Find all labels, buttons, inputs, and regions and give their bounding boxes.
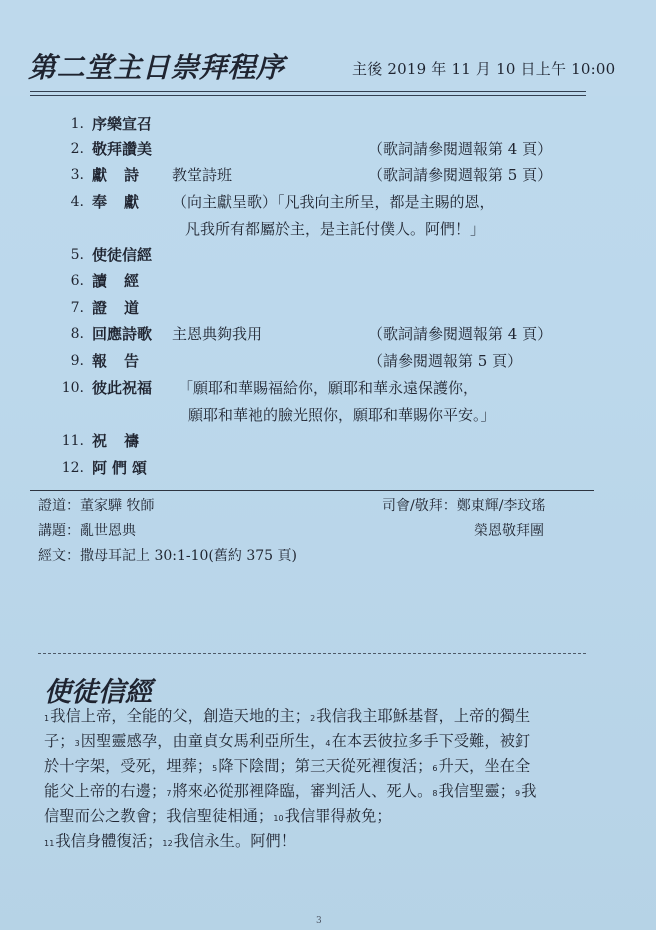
verse-number: 7 xyxy=(166,789,172,798)
apostles-creed-title: 使徒信經 xyxy=(44,677,152,708)
program-name: 奉獻 xyxy=(92,193,157,211)
program-name: 阿們頌 xyxy=(92,459,153,477)
program-name: 報告 xyxy=(92,352,157,370)
verse-number: 2 xyxy=(310,714,316,723)
verse-number: 9 xyxy=(515,789,521,798)
creed-text: 我信聖靈； xyxy=(438,782,516,800)
creed-text: 將來必從那裡降臨，審判活人、死人。 xyxy=(172,782,433,800)
program-number: 7. xyxy=(70,300,84,316)
verse-number: 11 xyxy=(44,839,55,848)
creed-text: 我信我主耶穌基督，上帝的獨生 xyxy=(316,707,531,725)
program-detail: 主恩典夠我用 xyxy=(172,325,263,343)
program-item-4 xyxy=(56,190,616,214)
creed-line xyxy=(44,805,600,830)
program-item-12 xyxy=(56,456,616,480)
creed-line xyxy=(44,730,600,755)
program-note: （歌詞請參閱週報第 4 頁） xyxy=(368,325,553,343)
program-item-9 xyxy=(56,349,616,373)
verse-number: 8 xyxy=(432,789,438,798)
creed-line xyxy=(44,780,600,805)
program-item-8 xyxy=(56,322,616,346)
header-rule-top xyxy=(30,91,586,92)
verse-number: 3 xyxy=(74,739,80,748)
creed-text: 我信身體復活； xyxy=(55,832,163,850)
apostles-creed-text xyxy=(44,705,600,855)
preacher-line: 證道：董家驊 牧師 xyxy=(38,498,155,514)
header-rule-bottom xyxy=(30,95,586,96)
program-name: 證道 xyxy=(92,299,157,317)
order-of-worship-title: 第二堂主日崇拜程序 xyxy=(28,51,285,84)
verse-number: 4 xyxy=(325,739,331,748)
creed-text: 子； xyxy=(44,732,75,750)
program-item-10-continuation: 願耶和華祂的臉光照你，願耶和華賜你平安。」 xyxy=(188,406,496,424)
program-detail: 「願耶和華賜福給你，願耶和華永遠保護你， xyxy=(178,379,479,397)
program-item-3 xyxy=(56,163,616,187)
program-note: （請參閱週報第 5 頁） xyxy=(368,352,523,370)
program-name: 獻詩 xyxy=(92,166,157,184)
program-number: 10. xyxy=(61,380,84,396)
service-info-divider xyxy=(30,490,594,491)
program-number: 9. xyxy=(70,353,84,369)
program-name: 回應詩歌 xyxy=(92,325,153,343)
program-number: 2. xyxy=(70,141,84,157)
program-item-4-continuation: 凡我所有都屬於主，是主託付僕人。阿們！」 xyxy=(185,220,486,238)
creed-text: 信聖而公之教會；我信聖徒相通； xyxy=(44,807,274,825)
verse-number: 12 xyxy=(162,839,173,848)
program-note: （歌詞請參閱週報第 4 頁） xyxy=(368,140,553,158)
verse-number: 1 xyxy=(44,714,50,723)
program-item-1 xyxy=(56,112,616,136)
service-date: 主後 2019 年 11 月 10 日上午 10:00 xyxy=(352,60,616,78)
program-number: 3. xyxy=(70,167,84,183)
program-number: 12. xyxy=(61,460,84,476)
sermon-topic-line: 講題：亂世恩典 xyxy=(38,523,136,539)
worship-team-line: 榮恩敬拜團 xyxy=(474,523,544,539)
verse-number: 5 xyxy=(212,764,218,773)
program-name: 彼此祝福 xyxy=(92,379,153,397)
program-detail: 教堂詩班 xyxy=(172,166,233,184)
creed-text: 能父上帝的右邊； xyxy=(44,782,167,800)
creed-text: 我 xyxy=(521,782,537,800)
program-detail: （向主獻呈歌）「凡我向主所呈，都是主賜的恩， xyxy=(172,193,495,211)
creed-text: 於十字架，受死，埋葬； xyxy=(44,757,213,775)
creed-text: 在本丟彼拉多手下受難，被釘 xyxy=(331,732,531,750)
program-name: 序樂宣召 xyxy=(92,115,153,133)
scripture-line: 經文：撒母耳記上 30:1-10(舊約 375 頁) xyxy=(38,548,297,564)
program-number: 4. xyxy=(70,194,84,210)
program-name: 使徒信經 xyxy=(92,246,153,264)
program-item-2 xyxy=(56,137,616,161)
page-number: 3 xyxy=(316,916,322,926)
creed-text: 我信罪得赦免； xyxy=(284,807,392,825)
program-note: （歌詞請參閱週報第 5 頁） xyxy=(368,166,553,184)
creed-line xyxy=(44,705,600,730)
creed-divider xyxy=(38,653,586,654)
verse-number: 10 xyxy=(273,814,284,823)
leader-line: 司會/敬拜：鄭東輝/李玟瑤 xyxy=(382,498,546,514)
creed-text: 我信上帝，全能的父，創造天地的主； xyxy=(50,707,311,725)
program-item-5 xyxy=(56,243,616,267)
program-name: 讀經 xyxy=(92,272,157,290)
program-item-11 xyxy=(56,429,616,453)
program-name: 祝禱 xyxy=(92,432,157,450)
program-number: 1. xyxy=(70,116,84,132)
program-item-7 xyxy=(56,296,616,320)
program-name: 敬拜讚美 xyxy=(92,140,153,158)
program-number: 8. xyxy=(70,326,84,342)
creed-text: 因聖靈感孕，由童貞女馬利亞所生， xyxy=(80,732,326,750)
creed-line xyxy=(44,755,600,780)
program-number: 11. xyxy=(61,433,84,449)
program-number: 5. xyxy=(70,247,84,263)
creed-text: 降下陰間；第三天從死裡復活； xyxy=(218,757,433,775)
creed-line xyxy=(44,830,600,855)
verse-number: 6 xyxy=(432,764,438,773)
creed-text: 升天，坐在全 xyxy=(438,757,531,775)
program-number: 6. xyxy=(70,273,84,289)
program-item-6 xyxy=(56,269,616,293)
program-item-10 xyxy=(56,376,616,400)
creed-text: 我信永生。阿們！ xyxy=(173,832,297,850)
